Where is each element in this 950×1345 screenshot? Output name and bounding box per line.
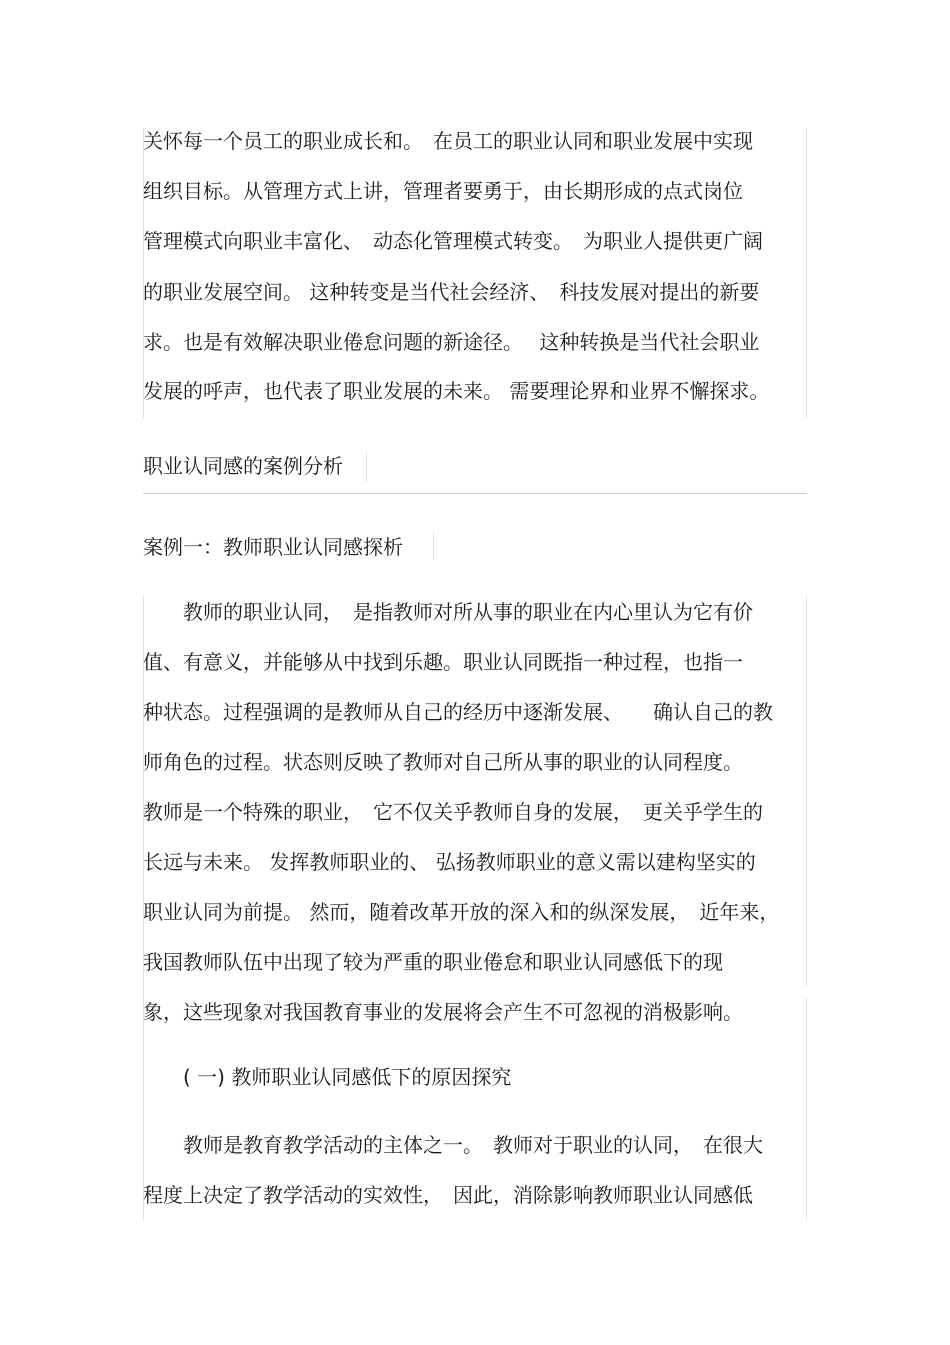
paragraph-line: 求。也是有效解决职业倦怠问题的新途径。 这种转换是当代社会职业 [143, 330, 760, 354]
paragraph-line: 教师是一个特殊的职业， 它不仅关乎教师自身的发展， 更关乎学生的 [143, 800, 763, 824]
paragraph-line: 的职业发展空间。 这种转变是当代社会经济、 科技发展对提出的新要 [143, 280, 760, 304]
section-heading: 职业认同感的案例分析 [143, 454, 343, 478]
paragraph-line: 师角色的过程。状态则反映了教师对自己所从事的职业的认同程度。 [143, 750, 743, 774]
paragraph-line: 值、有意义，并能够从中找到乐趣。职业认同既指一种过程，也指一 [143, 650, 743, 674]
paragraph-line: 我国教师队伍中出现了较为严重的职业倦怠和职业认同感低下的现 [143, 950, 723, 974]
case-heading: 案例一：教师职业认同感探析 [143, 535, 403, 559]
paragraph-line: 教师是教育教学活动的主体之一。 教师对于职业的认同， 在很大 [143, 1133, 763, 1157]
paragraph-line: 组织目标。从管理方式上讲，管理者要勇于，由长期形成的点式岗位 [143, 179, 743, 203]
paragraph-line: 长远与未来。 发挥教师职业的、 弘扬教师职业的意义需以建构坚实的 [143, 850, 756, 874]
body-border-right-lower [806, 998, 807, 1220]
table-border-right [806, 128, 807, 418]
heading-border-right [366, 452, 367, 482]
section-divider [143, 493, 807, 494]
paragraph-line: 管理模式向职业丰富化、 动态化管理模式转变。 为职业人提供更广阔 [143, 229, 763, 253]
paragraph-line: 种状态。过程强调的是教师从自己的经历中逐渐发展、 确认自己的教 [143, 700, 773, 724]
paragraph-line: 发展的呼声，也代表了职业发展的未来。 需要理论界和业界不懈探求。 [143, 379, 770, 403]
body-border-right [806, 596, 807, 986]
case-border-right [433, 532, 434, 560]
subsection-heading: ( 一) 教师职业认同感低下的原因探究 [143, 1065, 512, 1089]
paragraph-line: 程度上决定了教学活动的实效性， 因此，消除影响教师职业认同感低 [143, 1183, 753, 1207]
paragraph-line: 职业认同为前提。 然而，随着改革开放的深入和的纵深发展， 近年来， [143, 900, 780, 924]
paragraph-line: 象，这些现象对我国教育事业的发展将会产生不可忽视的消极影响。 [143, 1000, 743, 1024]
paragraph-line: 关怀每一个员工的职业成长和。 在员工的职业认同和职业发展中实现 [143, 129, 753, 153]
paragraph-line: 教师的职业认同， 是指教师对所从事的职业在内心里认为它有价 [143, 600, 753, 624]
